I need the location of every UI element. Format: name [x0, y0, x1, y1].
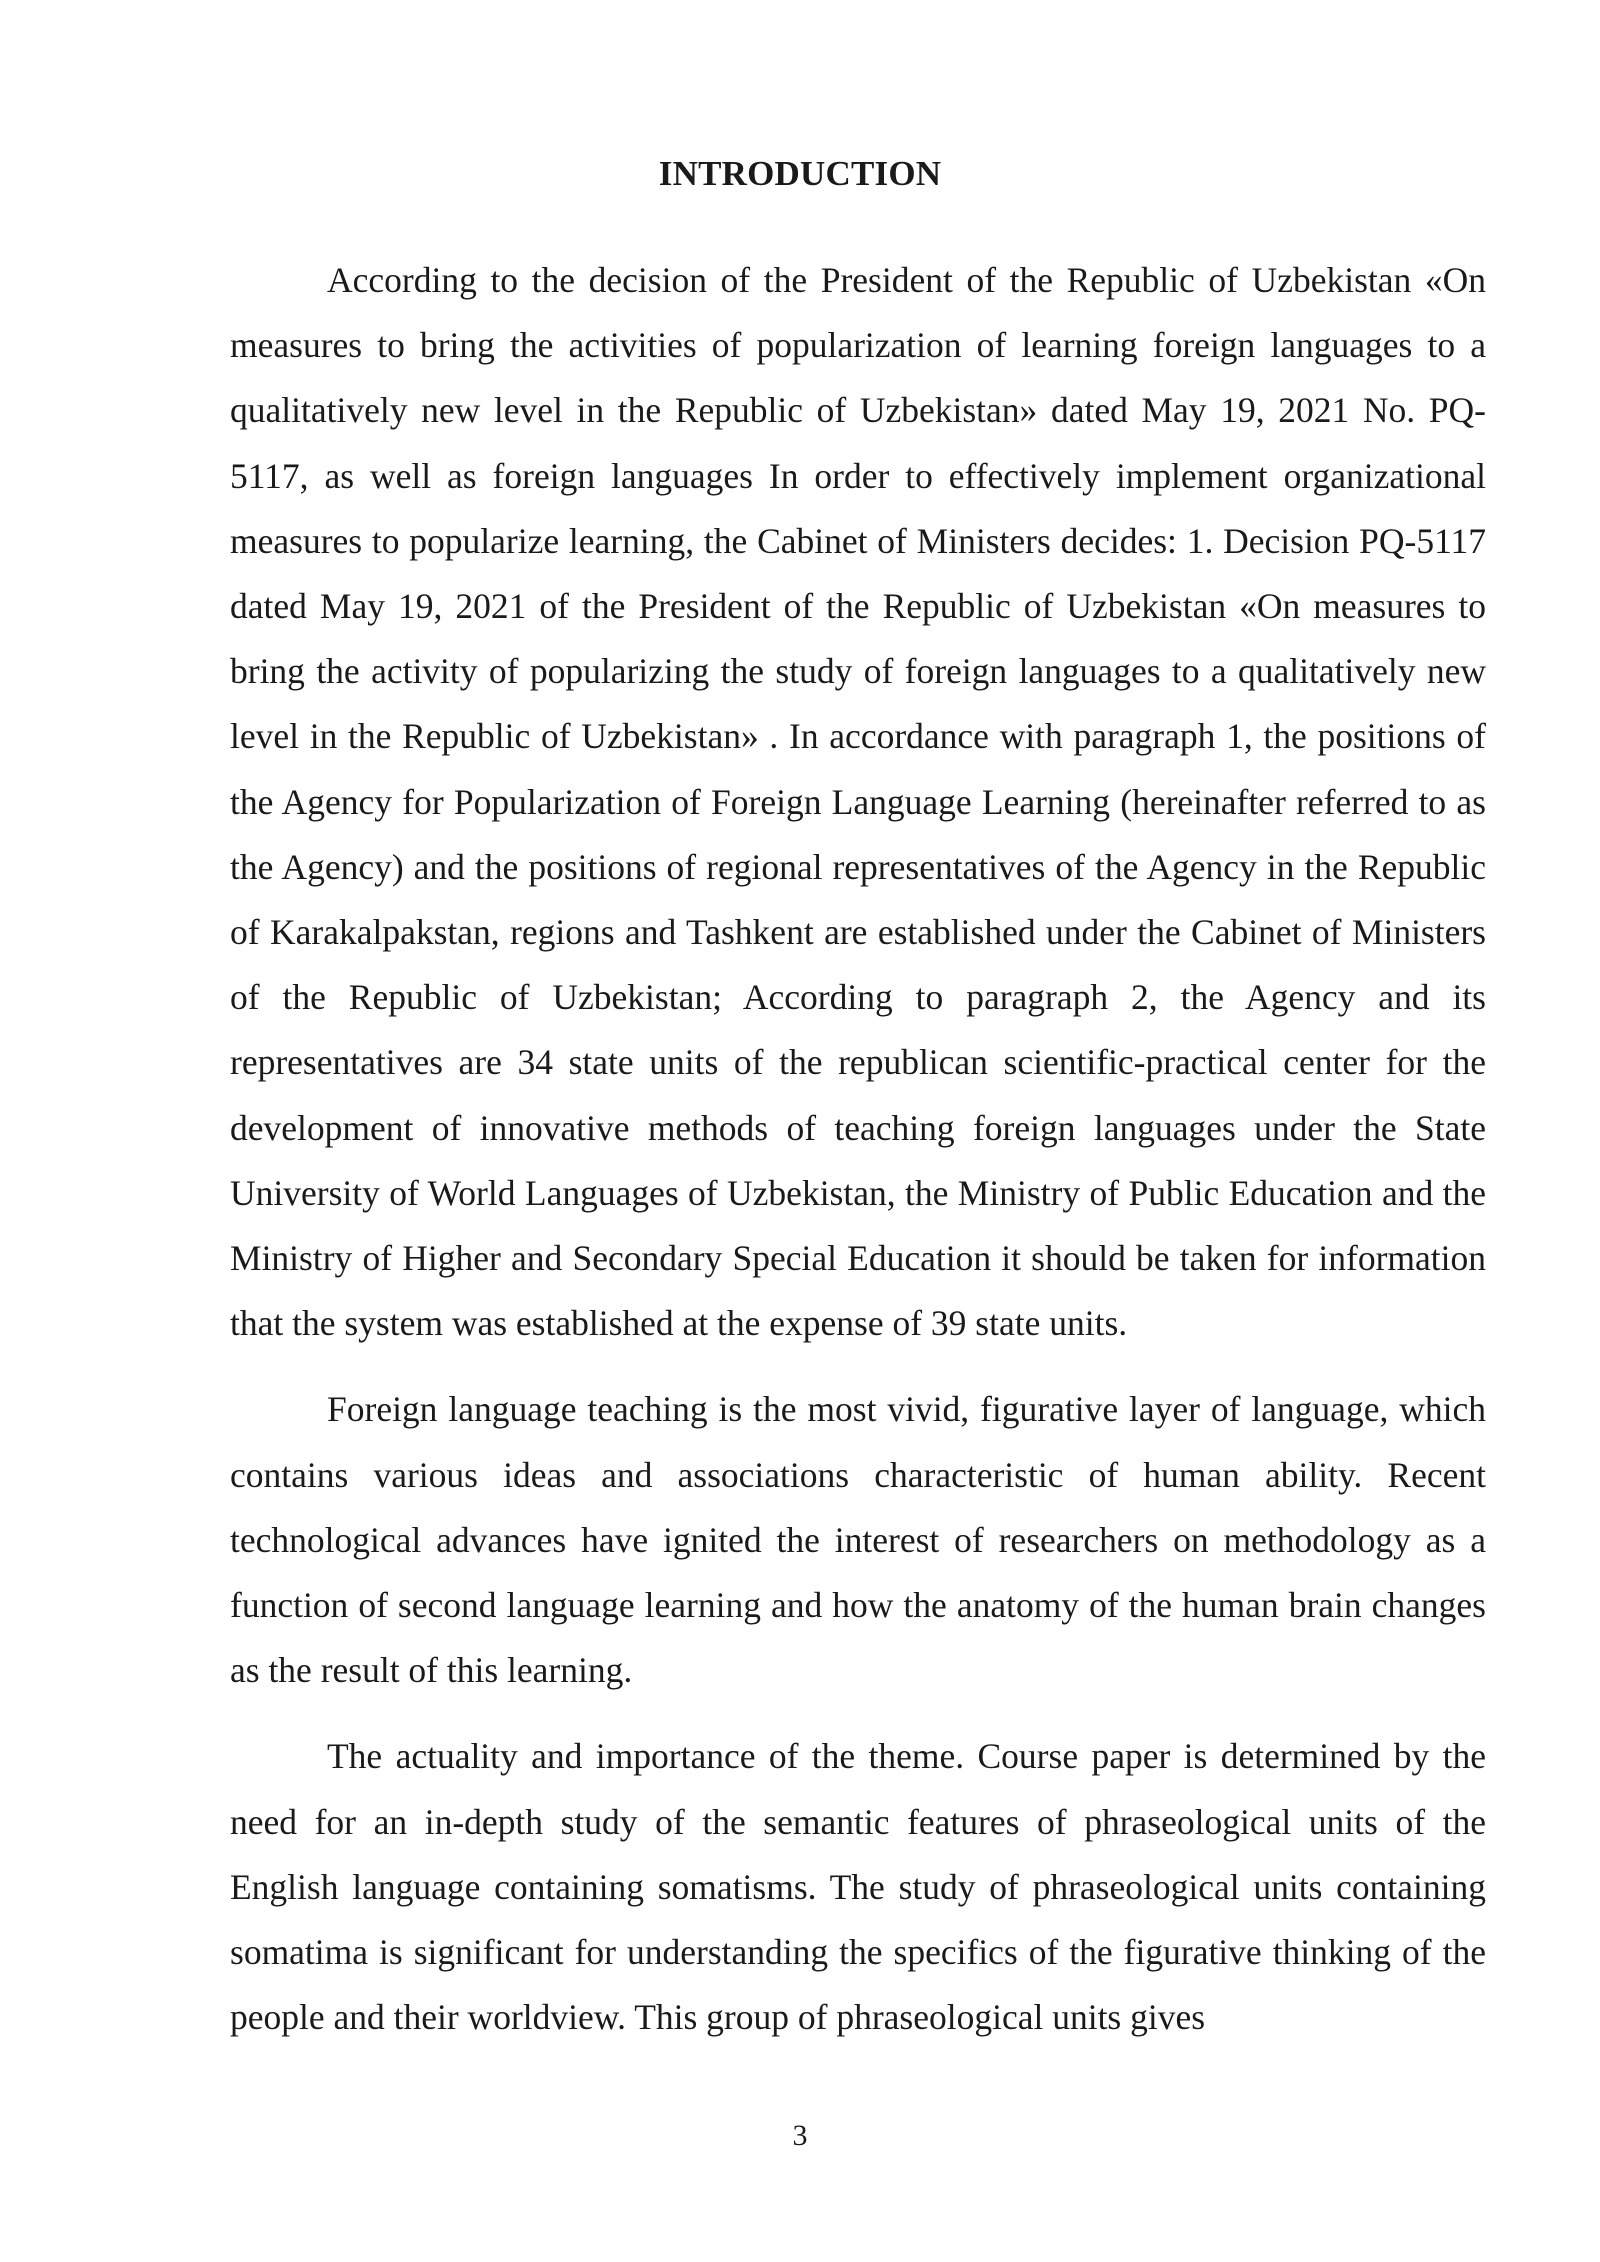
paragraph-foreign-language-teaching: Foreign language teaching is the most vivid, figurative layer of language, which contains various ideas and associations characteristic of human ability. Recent technological advances have ignited the interest of researchers on methodology as a function of second language learning and how the anatomy of the human brain changes as the result of this learning.: [230, 1389, 1486, 1691]
paragraph-actuality: The actuality and importance of the theme. Course paper is determined by the need for an in-depth study of the semantic features of phraseological units of the English language containing somatisms. The study of phraseological units containing somatima is significant for understanding the specifics of the figurative thinking of the people and their worldview. This group of phraseological units gives: [230, 1736, 1486, 2038]
page-title: INTRODUCTION: [658, 154, 942, 193]
paragraph-decision: According to the decision of the President of the Republic of Uzbekistan «On measures to bring the activities of popularization of learning foreign languages to a qualitatively new level in the Republic of Uzbekistan» dated May 19, 2021 No. PQ-5117, as well as foreign languages In order to effectively implement organizational measures to popularize learning, the Cabinet of Ministers decides: 1. Decision PQ-5117 dated May 19, 2021 of the President of the Republic of Uzbekistan «On measures to bring the activity of popularizing the study of foreign languages to a qualitatively new level in the Republic of Uzbekistan» . In accordance with paragraph 1, the positions of the Agency for Popularization of Foreign Language Learning (hereinafter referred to as the Agency) and the positions of regional representatives of the Agency in the Republic of Karakalpakstan, regions and Tashkent are established under the Cabinet of Ministers of the Republic of Uzbekistan; According to paragraph 2, the Agency and its representatives are 34 state units of the republican scientific-practical center for the development of innovative methods of teaching foreign languages under the State University of World Languages of Uzbekistan, the Ministry of Public Education and the Ministry of Higher and Secondary Special Education it should be taken for information that the system was established at the expense of 39 state units.: [230, 260, 1486, 1344]
document-body: [230, 248, 1486, 2050]
page-number: 3: [792, 2119, 808, 2152]
